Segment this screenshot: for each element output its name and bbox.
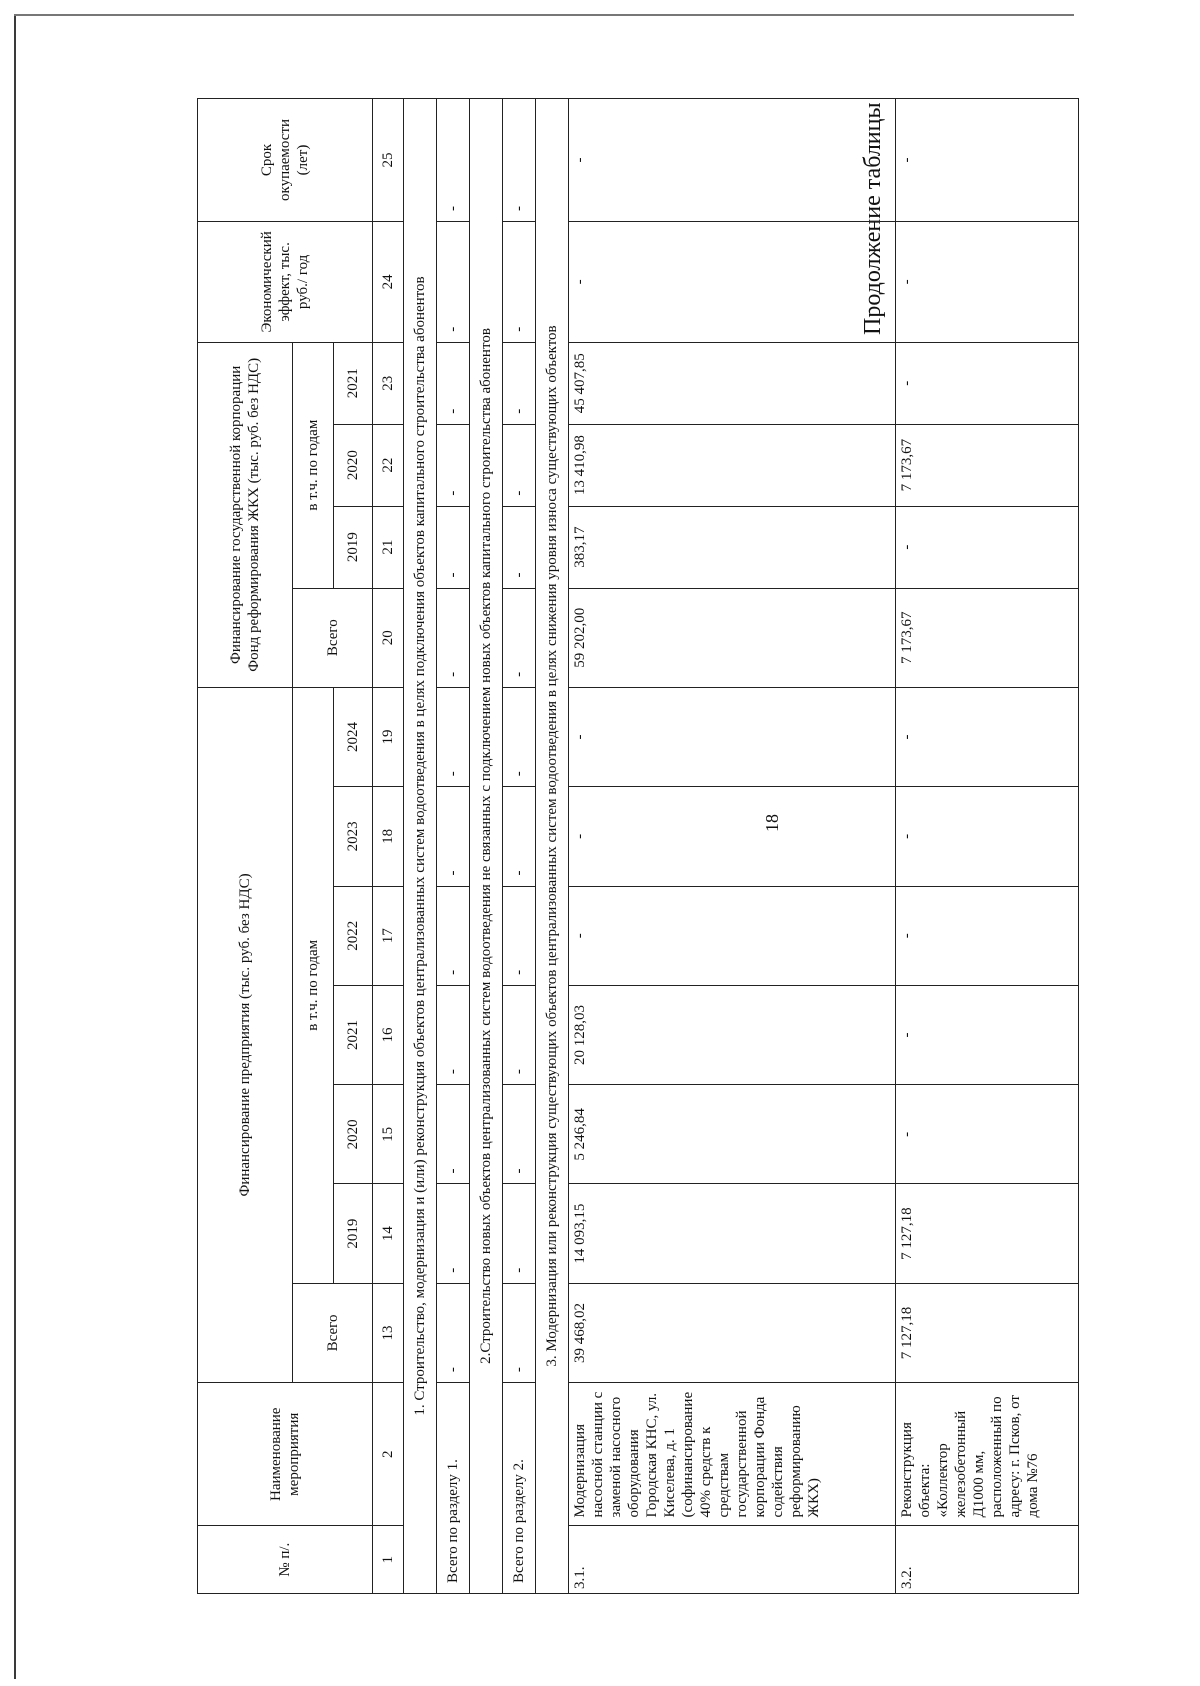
cell-dash: - bbox=[437, 221, 470, 342]
column-number: 22 bbox=[373, 424, 404, 506]
cell-ent-total: 7 127,18 bbox=[896, 1283, 1079, 1382]
cell-ent-2024: - bbox=[569, 687, 896, 786]
column-number: 24 bbox=[373, 221, 404, 342]
cell-dash: - bbox=[503, 424, 536, 506]
cell-ent-2021: - bbox=[896, 985, 1079, 1084]
row-name: Модернизация насосной станции с заменой насосного оборудования Городская КНС, ул. Киселева, д. 1 (софинансирование 40% средств к средствам государственной корпорации Фонда содействия реформированию ЖКХ) bbox=[569, 1383, 896, 1526]
cell-fund-2020: 7 173,67 bbox=[896, 424, 1079, 506]
header-enterprise-funding: Финансирование предприятия (тыс. руб. без НДС) bbox=[198, 687, 293, 1382]
column-number: 19 bbox=[373, 687, 404, 786]
cell-dash: - bbox=[437, 886, 470, 985]
header-year: 2020 bbox=[334, 424, 373, 506]
cell-ent-2023: - bbox=[896, 787, 1079, 886]
header-year: 2019 bbox=[334, 506, 373, 588]
cell-ent-2022: - bbox=[569, 886, 896, 985]
cell-dash: - bbox=[503, 99, 536, 222]
section-1-row bbox=[404, 99, 437, 1594]
section-1-title: 1. Строительство, модернизация и (или) реконструкция объектов централизованных систем водоотведения в целях подключения объектов капитального строительства абонентов bbox=[404, 99, 437, 1594]
cell-dash: - bbox=[437, 424, 470, 506]
row-number: 3.2. bbox=[896, 1526, 1079, 1594]
cell-dash: - bbox=[503, 1085, 536, 1184]
column-number: 18 bbox=[373, 787, 404, 886]
cell-ent-2019: 7 127,18 bbox=[896, 1184, 1079, 1283]
cell-ent-total: 39 468,02 bbox=[569, 1283, 896, 1382]
header-row-1 bbox=[198, 99, 293, 1594]
cell-dash: - bbox=[437, 985, 470, 1084]
cell-ent-2023: - bbox=[569, 787, 896, 886]
funding-table bbox=[197, 98, 1079, 1594]
header-fund-total: Всего bbox=[293, 588, 373, 687]
cell-dash: - bbox=[503, 687, 536, 786]
section-1-total-row bbox=[437, 99, 470, 1594]
cell-dash: - bbox=[437, 1283, 470, 1382]
header-year: 2021 bbox=[334, 342, 373, 424]
header-year: 2019 bbox=[334, 1184, 373, 1283]
section-2-total-row bbox=[503, 99, 536, 1594]
cell-dash: - bbox=[437, 1184, 470, 1283]
cell-fund-2021: - bbox=[896, 342, 1079, 424]
cell-ent-2022: - bbox=[896, 886, 1079, 985]
section-3-title: 3. Модернизация или реконструкция существующих объектов централизованных систем водоотведения в целях снижения уровня износа существующих объектов bbox=[536, 99, 569, 1594]
header-year: 2024 bbox=[334, 687, 373, 786]
header-year: 2022 bbox=[334, 886, 373, 985]
cell-dash: - bbox=[437, 99, 470, 222]
cell-fund-2021: 45 407,85 bbox=[569, 342, 896, 424]
cell-dash: - bbox=[437, 506, 470, 588]
row-name: Реконструкция объекта: «Коллектор железобетонный Д1000 мм, расположенный по адресу: г. Псков, от дома №76 bbox=[896, 1383, 1079, 1526]
cell-dash: - bbox=[503, 886, 536, 985]
continuation-title: Продолжение таблицы bbox=[860, 102, 886, 335]
cell-dash: - bbox=[437, 342, 470, 424]
cell-dash: - bbox=[503, 985, 536, 1084]
column-number: 21 bbox=[373, 506, 404, 588]
cell-dash: - bbox=[437, 1085, 470, 1184]
section-2-row bbox=[470, 99, 503, 1594]
column-number-row bbox=[373, 99, 404, 1594]
cell-dash: - bbox=[503, 342, 536, 424]
cell-dash: - bbox=[437, 588, 470, 687]
column-number: 20 bbox=[373, 588, 404, 687]
cell-dash: - bbox=[503, 506, 536, 588]
cell-dash: - bbox=[503, 1283, 536, 1382]
header-year: 2020 bbox=[334, 1085, 373, 1184]
cell-fund-2020: 13 410,98 bbox=[569, 424, 896, 506]
section-1-total-label: Всего по разделу 1. bbox=[437, 1383, 470, 1594]
cell-ent-2021: 20 128,03 bbox=[569, 985, 896, 1084]
cell-fund-total: 59 202,00 bbox=[569, 588, 896, 687]
header-payback: Срок окупаемости (лет) bbox=[198, 99, 373, 222]
row-number: 3.1. bbox=[569, 1526, 896, 1594]
cell-fund-total: 7 173,67 bbox=[896, 588, 1079, 687]
header-name: Наименование мероприятия bbox=[198, 1383, 373, 1526]
section-3-row bbox=[536, 99, 569, 1594]
cell-ent-2024: - bbox=[896, 687, 1079, 786]
cell-effect: - bbox=[569, 221, 896, 342]
section-2-title: 2.Строительство новых объектов централизованных систем водоотведения не связанных с подключением новых объектов капитального строительства абонентов bbox=[470, 99, 503, 1594]
cell-dash: - bbox=[503, 787, 536, 886]
header-num: № п/. bbox=[198, 1526, 373, 1594]
column-number: 13 bbox=[373, 1283, 404, 1382]
cell-dash: - bbox=[503, 1184, 536, 1283]
header-ent-total: Всего bbox=[293, 1283, 373, 1382]
column-number: 16 bbox=[373, 985, 404, 1084]
cell-fund-2019: - bbox=[896, 506, 1079, 588]
header-economic-effect: Экономический эффект, тыс. руб./ год bbox=[198, 221, 373, 342]
cell-payback: - bbox=[569, 99, 896, 222]
table-row bbox=[569, 99, 896, 1594]
header-ent-by-years: в т.ч. по годам bbox=[293, 687, 334, 1283]
cell-dash: - bbox=[437, 787, 470, 886]
cell-dash: - bbox=[503, 588, 536, 687]
column-number: 1 bbox=[373, 1526, 404, 1594]
cell-ent-2020: - bbox=[896, 1085, 1079, 1184]
column-number: 17 bbox=[373, 886, 404, 985]
cell-fund-2019: 383,17 bbox=[569, 506, 896, 588]
header-year: 2023 bbox=[334, 787, 373, 886]
cell-payback: - bbox=[896, 99, 1079, 222]
cell-effect: - bbox=[896, 221, 1079, 342]
column-number: 25 bbox=[373, 99, 404, 222]
table-row bbox=[896, 99, 1079, 1594]
header-fund-funding: Финансирование государственной корпорации Фонд реформирования ЖКХ (тыс. руб. без НДС) bbox=[198, 342, 293, 687]
header-fund-by-years: в т.ч. по годам bbox=[293, 342, 334, 588]
section-2-total-label: Всего по разделу 2. bbox=[503, 1383, 536, 1594]
cell-dash: - bbox=[437, 687, 470, 786]
header-year: 2021 bbox=[334, 985, 373, 1084]
rotated-table-wrapper bbox=[0, 68, 1041, 1628]
column-number: 23 bbox=[373, 342, 404, 424]
cell-ent-2020: 5 246,84 bbox=[569, 1085, 896, 1184]
page-number: 18 bbox=[762, 814, 782, 832]
column-number: 14 bbox=[373, 1184, 404, 1283]
cell-dash: - bbox=[503, 221, 536, 342]
scan-edge-top bbox=[14, 14, 1074, 16]
column-number: 15 bbox=[373, 1085, 404, 1184]
column-number: 2 bbox=[373, 1383, 404, 1526]
cell-ent-2019: 14 093,15 bbox=[569, 1184, 896, 1283]
